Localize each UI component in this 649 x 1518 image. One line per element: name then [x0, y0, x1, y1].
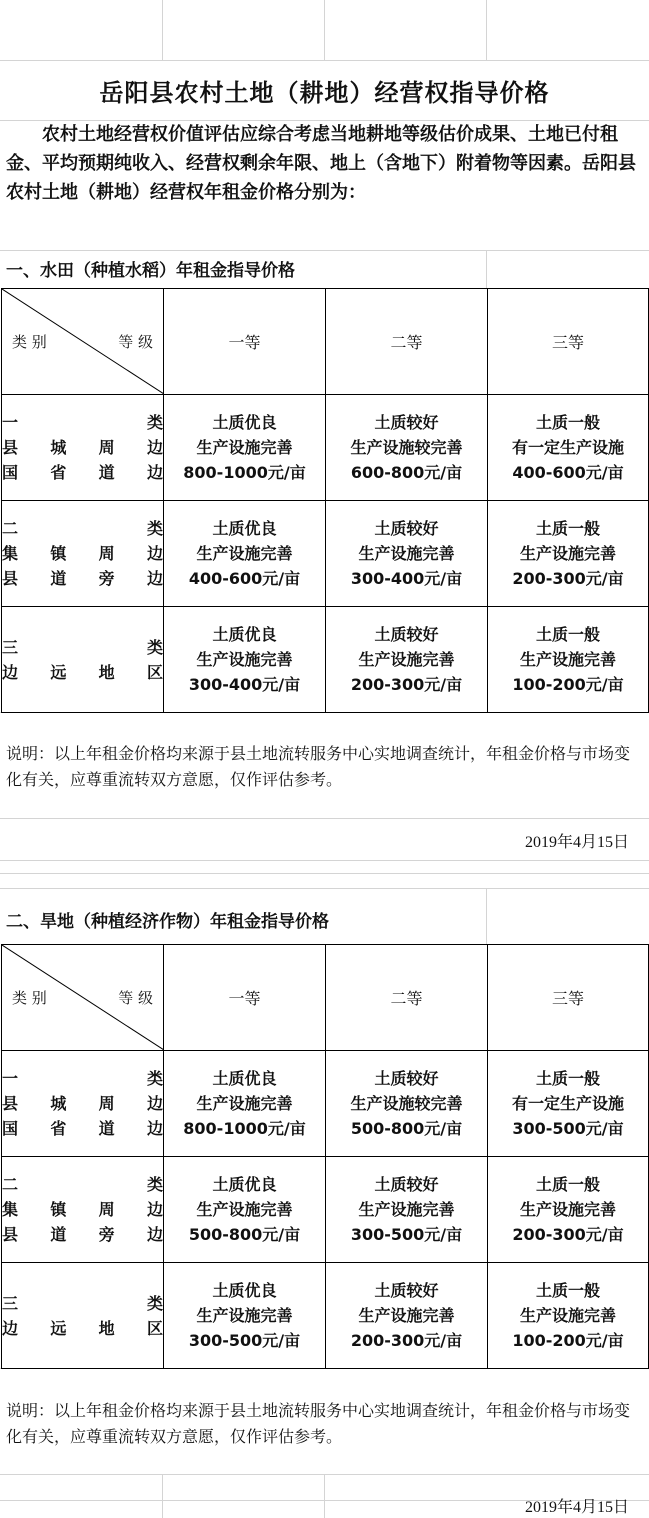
- price-cell: 土质较好 生产设施完善 300-400元/亩: [326, 501, 488, 607]
- category-label: 类 别: [12, 333, 47, 351]
- price-table-dryland: [1, 944, 649, 1369]
- price-cell: 土质优良 生产设施完善 400-600元/亩: [164, 501, 326, 607]
- price-cell: 土质优良 生产设施完善 800-1000元/亩: [164, 1051, 326, 1157]
- category-cell: 三 类 边 远 地 区: [2, 1263, 164, 1369]
- price-cell: 土质一般 生产设施完善 100-200元/亩: [488, 1263, 649, 1369]
- category-cell: 二 类 集 镇 周 边 县 道 旁 边: [2, 1157, 164, 1263]
- gridline: [0, 818, 649, 819]
- header-diagonal-cell: [2, 289, 164, 395]
- price-cell: 土质优良 生产设施完善 300-400元/亩: [164, 607, 326, 713]
- gridline: [0, 860, 649, 861]
- document-title: 岳阳县农村土地（耕地）经营权指导价格: [99, 78, 550, 107]
- category-label: 类 别: [12, 989, 47, 1007]
- date-text: 2019年4月15日: [524, 1499, 629, 1516]
- section-title-dryland: 二、旱地（种植经济作物）年租金指导价格: [6, 912, 329, 932]
- price-cell: 土质一般 生产设施完善 200-300元/亩: [488, 501, 649, 607]
- gridline: [162, 1474, 163, 1518]
- note-text: 说明：以上年租金价格均来源于县土地流转服务中心实地调查统计，年租金价格与市场变化有关，应尊重流转双方意愿，仅作评估参考。: [6, 1401, 631, 1446]
- category-cell: 三 类 边 远 地 区: [2, 607, 164, 713]
- gridline: [0, 873, 649, 874]
- section-title-paddy: 一、水田（种植水稻）年租金指导价格: [6, 261, 295, 281]
- date-text: 2019年4月15日: [524, 834, 629, 851]
- category-cell: 一 类 县 城 周 边 国 省 道 边: [2, 1051, 164, 1157]
- gridline: [162, 0, 163, 60]
- price-table-paddy: [1, 288, 649, 713]
- gridline: [486, 0, 487, 60]
- grade-label: 等 级: [118, 333, 153, 351]
- category-cell: 一 类 县 城 周 边 国 省 道 边: [2, 395, 164, 501]
- gridline: [486, 888, 487, 944]
- grade-label: 等 级: [118, 989, 153, 1007]
- grade-header: 三等: [488, 945, 649, 1051]
- note-text: 说明：以上年租金价格均来源于县土地流转服务中心实地调查统计，年租金价格与市场变化有关，应尊重流转双方意愿，仅作评估参考。: [6, 744, 631, 789]
- price-cell: 土质优良 生产设施完善 500-800元/亩: [164, 1157, 326, 1263]
- price-cell: 土质较好 生产设施完善 200-300元/亩: [326, 607, 488, 713]
- price-cell: 土质一般 生产设施完善 100-200元/亩: [488, 607, 649, 713]
- price-cell: 土质较好 生产设施较完善 500-800元/亩: [326, 1051, 488, 1157]
- price-cell: 土质一般 生产设施完善 200-300元/亩: [488, 1157, 649, 1263]
- category-cell: 二 类 集 镇 周 边 县 道 旁 边: [2, 501, 164, 607]
- grade-header: 三等: [488, 289, 649, 395]
- gridline: [324, 0, 325, 60]
- grade-header: 一等: [164, 289, 326, 395]
- price-cell: 土质优良 生产设施完善 800-1000元/亩: [164, 395, 326, 501]
- price-cell: 土质一般 有一定生产设施 400-600元/亩: [488, 395, 649, 501]
- grade-header: 二等: [326, 945, 488, 1051]
- header-diagonal-cell: [2, 945, 164, 1051]
- grade-header: 二等: [326, 289, 488, 395]
- gridline: [324, 1474, 325, 1518]
- gridline: [0, 250, 649, 251]
- intro-paragraph: 农村土地经营权价值评估应综合考虑当地耕地等级估价成果、土地已付租金、平均预期纯收入、经营权剩余年限、地上（含地下）附着物等因素。岳阳县农村土地（耕地）经营权年租金价格分别为：: [6, 124, 636, 203]
- price-cell: 土质较好 生产设施完善 200-300元/亩: [326, 1263, 488, 1369]
- grade-header: 一等: [164, 945, 326, 1051]
- gridline: [486, 250, 487, 288]
- price-cell: 土质一般 有一定生产设施 300-500元/亩: [488, 1051, 649, 1157]
- price-cell: 土质较好 生产设施完善 300-500元/亩: [326, 1157, 488, 1263]
- price-cell: 土质优良 生产设施完善 300-500元/亩: [164, 1263, 326, 1369]
- price-cell: 土质较好 生产设施较完善 600-800元/亩: [326, 395, 488, 501]
- gridline: [0, 888, 649, 889]
